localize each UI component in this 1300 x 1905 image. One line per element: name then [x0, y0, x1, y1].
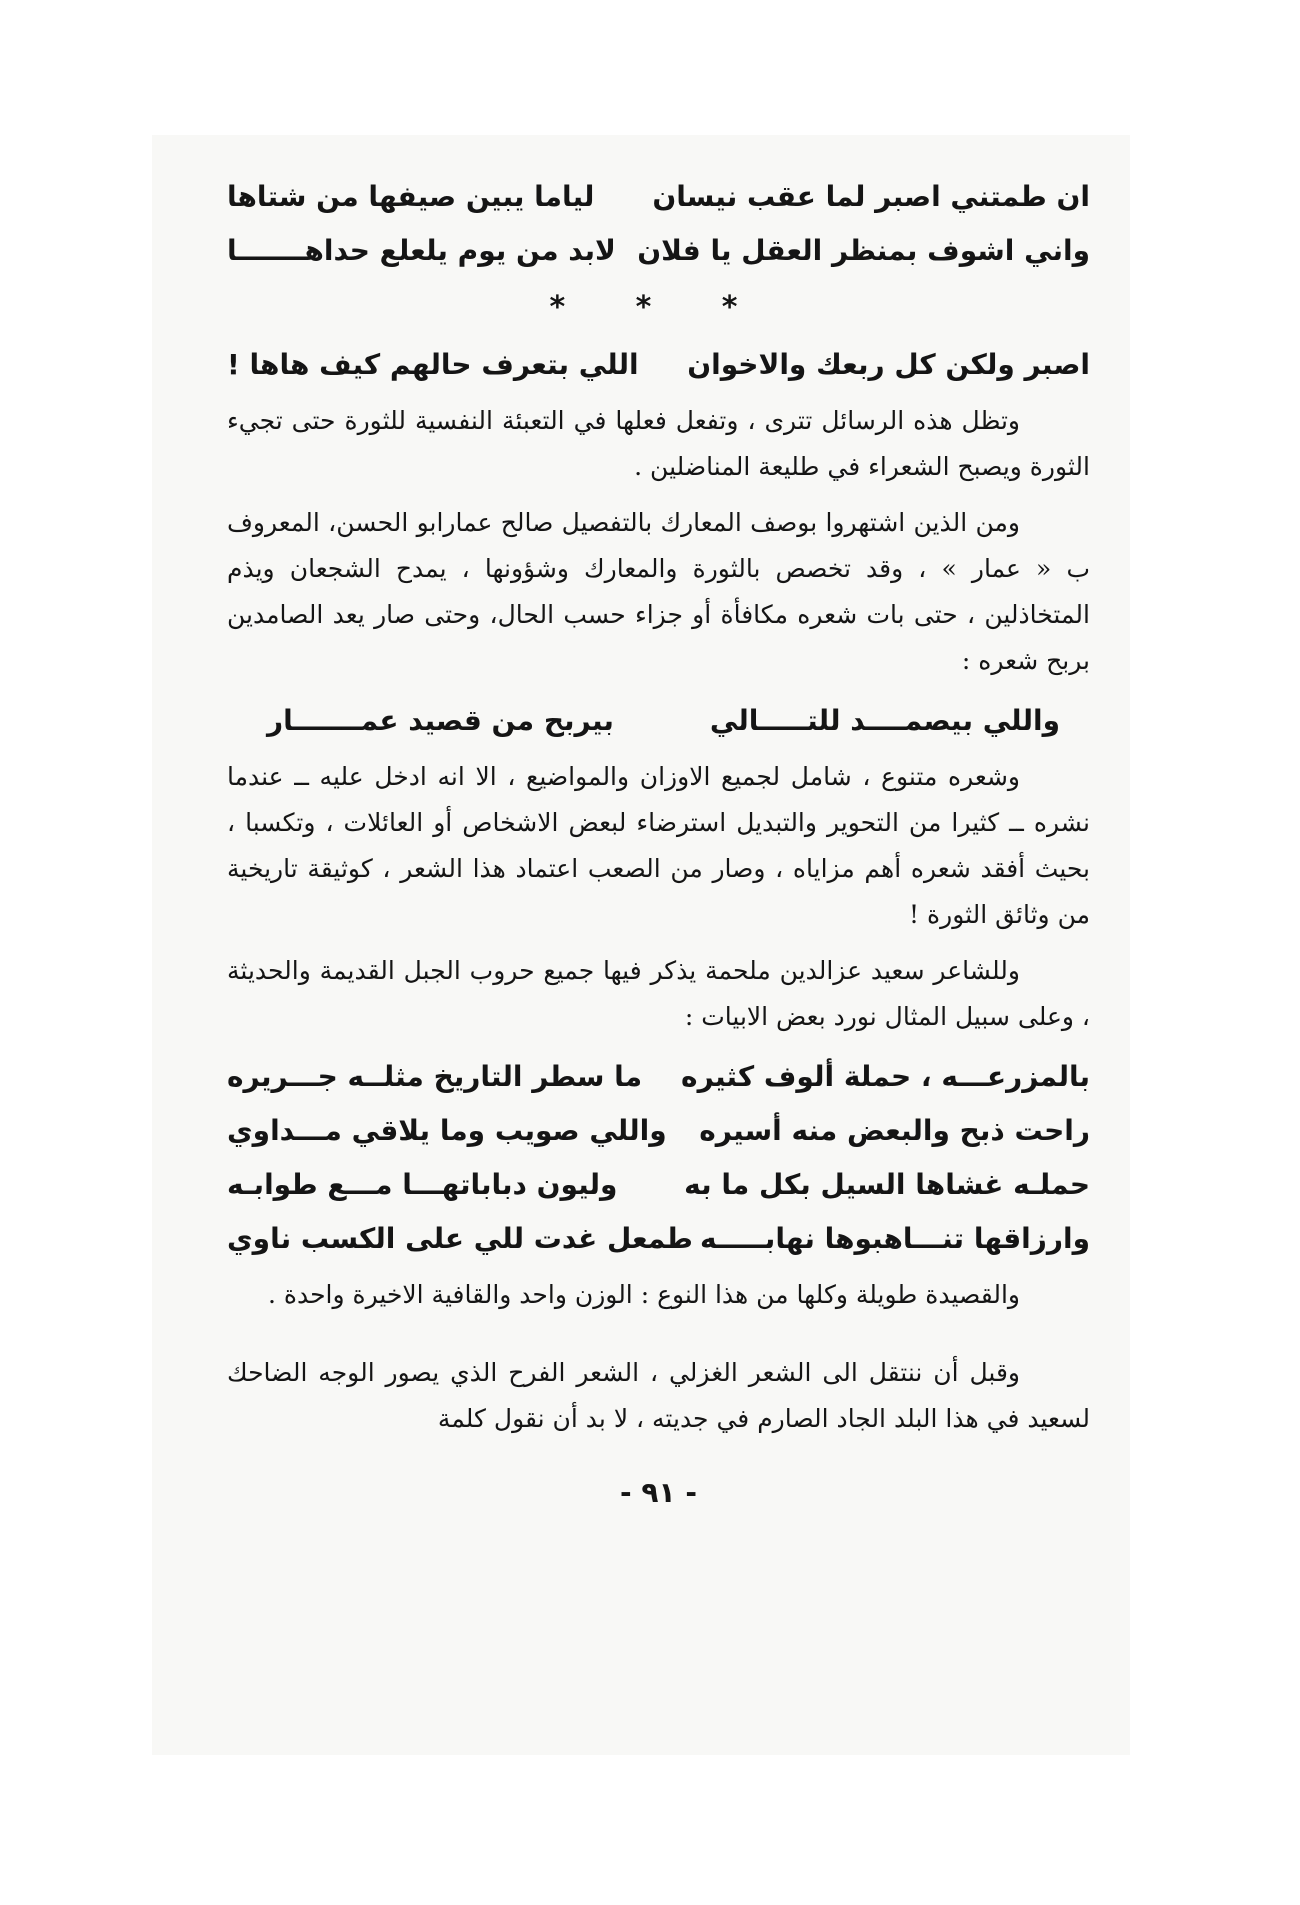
- paragraph: وشعره متنوع ، شامل لجميع الاوزان والمواضيع ، الا انه ادخل عليه ــ عندما نشره ــ كثيرا من التحوير والتبديل استرضاء لبعض الاشخاص أو العائلات ، وتكسبا ، بحيث أفقد شعره أهم مزاياه ، وصار من الصعب اعتماد هذا الشعر ، كوثيقة تاريخية من وثائق الثورة !: [227, 762, 1090, 929]
- verse-first-hemistich: ان طمتني اصبر لما عقب نيسان: [652, 180, 1090, 213]
- verse-line: [227, 1212, 1090, 1266]
- verse-first-hemistich: واللي بيصمــــد للتـــــالي: [709, 704, 1060, 737]
- verse-first-hemistich: واني اشوف بمنظر العقل يا فلان: [637, 234, 1090, 267]
- page-number: - ٩١ -: [620, 1476, 697, 1509]
- verse-first-hemistich: بالمزرعـــه ، حملة ألوف كثيره: [681, 1060, 1090, 1093]
- paragraph: وللشاعر سعيد عزالدين ملحمة يذكر فيها جميع حروب الجبل القديمة والحديثة ، وعلى سبيل المثال نورد بعض الابيات :: [227, 956, 1090, 1031]
- verse-line: [227, 1104, 1090, 1158]
- verse-first-hemistich: راحت ذبح والبعض منه أسيره: [699, 1114, 1090, 1147]
- paragraph: وتظل هذه الرسائل تترى ، وتفعل فعلها في التعبئة النفسية للثورة حتى تجيء الثورة ويصبح الشعراء في طليعة المناضلين .: [227, 406, 1090, 481]
- verse-line: [227, 224, 1090, 278]
- verse-line: [227, 1158, 1090, 1212]
- verse-first-hemistich: حملـه غشاها السيل بكل ما به: [684, 1168, 1090, 1201]
- verse-second-hemistich: لياما يبين صيفها من شتاها: [227, 180, 595, 213]
- verse-line: [227, 1050, 1090, 1104]
- verse-line: [227, 694, 1090, 748]
- verse-second-hemistich: واللي صويب وما يلاقي مـــداوي: [227, 1114, 667, 1147]
- verse-second-hemistich: لابد من يوم يلعلع حداهـــــــا: [227, 234, 616, 267]
- section-separator: * * *: [549, 290, 768, 325]
- verse-line: [227, 170, 1090, 224]
- page-content: [227, 170, 1090, 1509]
- verse-first-hemistich: وارزاقها تنـــاهبوها نهابـــــه: [699, 1222, 1090, 1255]
- verse-second-hemistich: طمعل غدت للي على الكسب ناوي: [227, 1222, 693, 1255]
- verse-second-hemistich: بيربح من قصيد عمـــــــار: [267, 704, 614, 737]
- verse-second-hemistich: وليون دباباتهـــا مـــع طوابـه: [227, 1168, 618, 1201]
- verse-first-hemistich: اصبر ولكن كل ربعك والاخوان: [687, 348, 1090, 381]
- paragraph: ومن الذين اشتهروا بوصف المعارك بالتفصيل صالح عمارابو الحسن، المعروف ب « عمار » ، وقد تخصص بالثورة والمعارك وشؤونها ، يمدح الشجعان ويذم المتخاذلين ، حتى بات شعره مكافأة أو جزاء حسب الحال، وحتى صار يعد الصامدين بربح شعره :: [227, 508, 1090, 675]
- verse-second-hemistich: اللي بتعرف حالهم كيف هاها !: [227, 348, 639, 381]
- paragraph: والقصيدة طويلة وكلها من هذا النوع : الوزن واحد والقافية الاخيرة واحدة .: [267, 1280, 1020, 1309]
- paragraph: وقبل أن ننتقل الى الشعر الغزلي ، الشعر الفرح الذي يصور الوجه الضاحك لسعيد في هذا البلد الجاد الصارم في جديته ، لا بد أن نقول كلمة: [227, 1358, 1090, 1433]
- verse-line: [227, 338, 1090, 392]
- spacer: [227, 1328, 1090, 1344]
- verse-second-hemistich: ما سطر التاريخ مثلــه جـــريره: [227, 1060, 643, 1093]
